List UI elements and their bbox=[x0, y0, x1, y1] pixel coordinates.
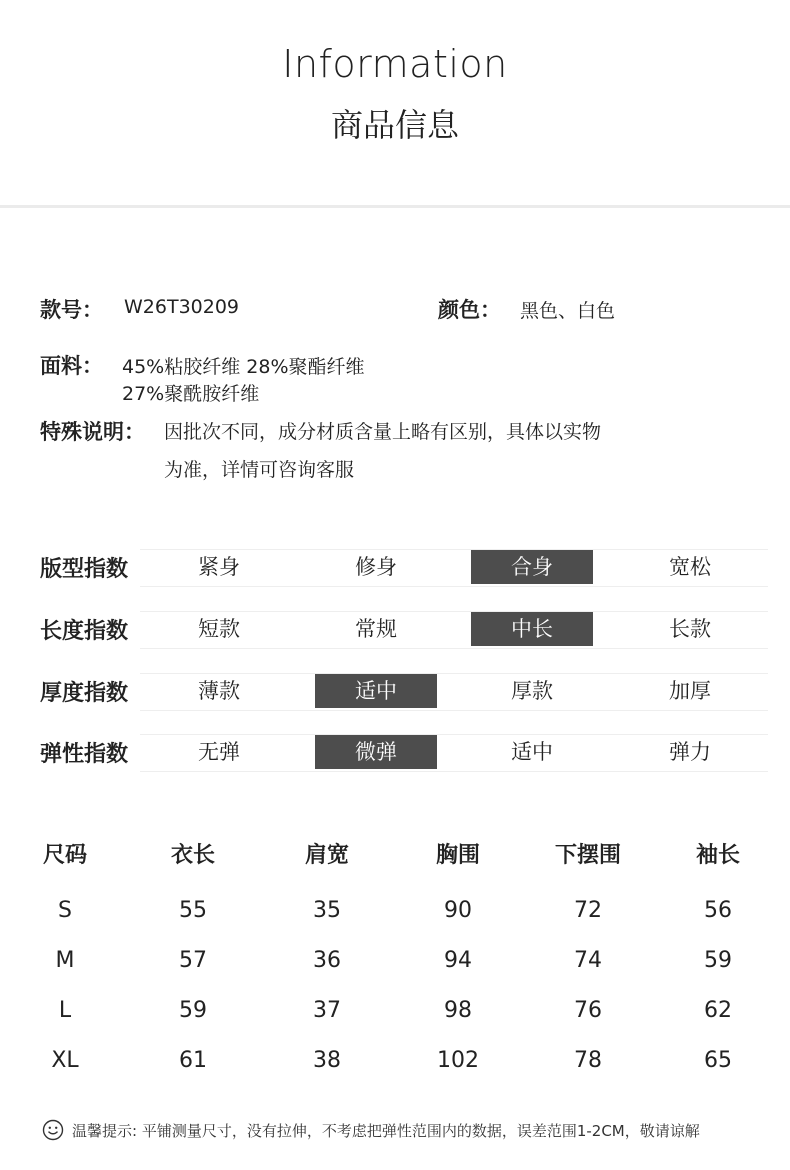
index-option: 常规 bbox=[355, 617, 397, 641]
index-option: 薄款 bbox=[198, 679, 240, 703]
size-table-cell: 35 bbox=[313, 898, 341, 923]
size-table-header: 衣长 bbox=[170, 843, 215, 868]
size-table-cell: 94 bbox=[444, 948, 472, 973]
color-value: 黑色、白色 bbox=[520, 300, 616, 322]
size-table-header: 胸围 bbox=[435, 843, 480, 868]
index-row-label: 长度指数 bbox=[40, 619, 129, 644]
index-option-selected: 中长 bbox=[471, 612, 593, 646]
page-title-cn: 商品信息 bbox=[330, 106, 459, 144]
index-option: 无弹 bbox=[198, 740, 240, 764]
measurement-note bbox=[42, 1119, 700, 1141]
size-table-cell: 57 bbox=[179, 948, 207, 973]
size-table-header: 尺码 bbox=[42, 843, 87, 868]
index-option: 紧身 bbox=[198, 555, 240, 579]
size-table-cell: 74 bbox=[574, 948, 602, 973]
size-table-cell: 61 bbox=[179, 1048, 207, 1073]
size-table-cell: 65 bbox=[704, 1048, 732, 1073]
size-table-cell: 36 bbox=[313, 948, 341, 973]
header-divider bbox=[0, 205, 790, 208]
index-option-selected: 微弹 bbox=[315, 735, 437, 769]
size-table-cell: 72 bbox=[574, 898, 602, 923]
size-table-cell: 37 bbox=[313, 998, 341, 1023]
index-row-label: 版型指数 bbox=[40, 557, 129, 582]
style-no-value: W26T30209 bbox=[124, 296, 240, 318]
index-option: 宽松 bbox=[669, 555, 711, 579]
size-table-cell: 59 bbox=[179, 998, 207, 1023]
size-table-cell: 55 bbox=[179, 898, 207, 923]
index-option: 加厚 bbox=[669, 679, 711, 703]
index-option: 适中 bbox=[511, 740, 553, 764]
size-table-header: 肩宽 bbox=[304, 843, 349, 868]
index-option-selected: 适中 bbox=[315, 674, 437, 708]
size-table-cell: M bbox=[55, 948, 75, 973]
size-table-cell: XL bbox=[51, 1048, 79, 1073]
size-table-header: 袖长 bbox=[695, 843, 740, 868]
index-option: 长款 bbox=[669, 617, 711, 641]
fabric-label: 面料： bbox=[40, 354, 103, 378]
size-table-cell: 78 bbox=[574, 1048, 602, 1073]
color-label: 颜色： bbox=[438, 298, 501, 322]
size-table-cell: 38 bbox=[313, 1048, 341, 1073]
measurement-note-text: 温馨提示: 平铺测量尺寸，没有拉伸，不考虑把弹性范围内的数据，误差范围1-2CM，敬请谅解 bbox=[72, 1121, 700, 1140]
size-table-cell: 90 bbox=[444, 898, 472, 923]
fabric-line-2: 27%聚酰胺纤维 bbox=[122, 383, 260, 405]
index-row-label: 厚度指数 bbox=[40, 681, 129, 706]
size-table-cell: 76 bbox=[574, 998, 602, 1023]
size-table-cell: 56 bbox=[704, 898, 732, 923]
index-option: 短款 bbox=[198, 617, 240, 641]
special-note-line-1: 因批次不同，成分材质含量上略有区别，具体以实物 bbox=[164, 421, 602, 443]
index-option: 厚款 bbox=[511, 679, 553, 703]
smiley-icon bbox=[42, 1119, 64, 1141]
special-note-line-2: 为准，详情可咨询客服 bbox=[164, 459, 355, 481]
index-option: 弹力 bbox=[669, 740, 711, 764]
special-note-label: 特殊说明： bbox=[40, 420, 145, 444]
size-table-header: 下摆围 bbox=[554, 843, 621, 868]
size-table-cell: L bbox=[58, 998, 72, 1023]
fabric-line-1: 45%粘胶纤维 28%聚酯纤维 bbox=[122, 356, 365, 378]
index-row-label: 弹性指数 bbox=[40, 742, 129, 767]
index-option-selected: 合身 bbox=[471, 550, 593, 584]
style-no-label: 款号： bbox=[40, 298, 103, 322]
size-table-cell: 102 bbox=[437, 1048, 479, 1073]
size-table-cell: 59 bbox=[704, 948, 732, 973]
index-option: 修身 bbox=[355, 555, 397, 579]
page-title-en: Information bbox=[282, 42, 508, 86]
size-table-cell: 98 bbox=[444, 998, 472, 1023]
size-table-cell: 62 bbox=[704, 998, 732, 1023]
size-table-cell: S bbox=[58, 898, 72, 923]
